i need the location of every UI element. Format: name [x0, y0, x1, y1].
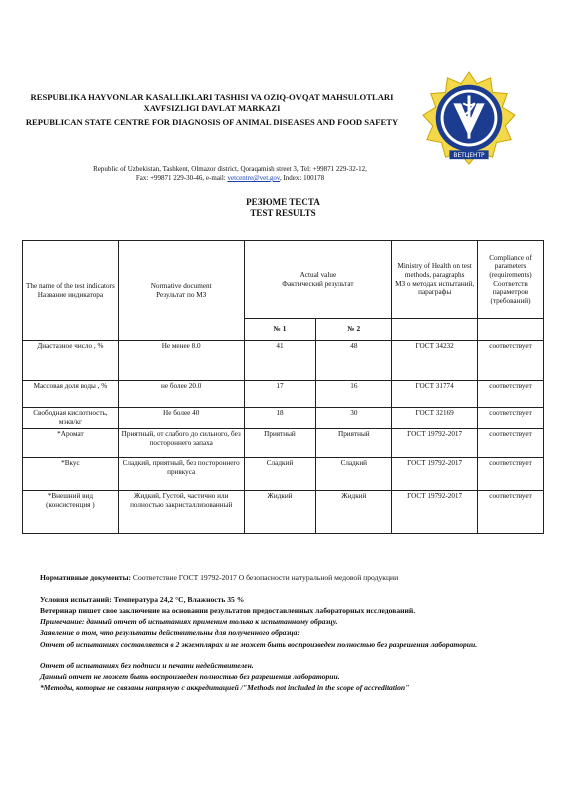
header-ministry: Ministry of Health on test methods, paragraphs МЗ о методах испытаний, параграфы [392, 241, 478, 319]
note-validity: Заявление о том, что результаты действительны для полученного образца: [40, 628, 300, 637]
note-applicability: Примечание: данный отчет об испытаниях применим только к испытанному образцу. [40, 617, 338, 626]
table-row: *Аромат Приятный, от слабого до сильного, без постороннего запаха Приятный Приятный ГОСТ 19792-2017 соответствует [23, 429, 544, 458]
email-link[interactable]: vetcentre@vet.gov [227, 174, 280, 182]
note-signature: Отчет об испытаниях без подписи и печати недействителен. [40, 661, 254, 670]
table-row: Диастазное число , % Не менее 8.0 41 48 ГОСТ 34232 соответствует [23, 341, 544, 381]
header-actual-value: Actual value Фактический результат [244, 241, 392, 319]
title-en: TEST RESULTS [250, 208, 316, 218]
header-indicator: The name of the test indicators Название индикатора [23, 241, 119, 341]
vet-statement: Ветеринар пишет свое заключение на основании результатов предоставленных лабораторных исследований. [40, 606, 416, 615]
org-name-en: REPUBLICAN STATE CENTRE FOR DIAGNOSIS OF ANIMAL DISEASES AND FOOD SAFETY [25, 117, 399, 127]
organization-logo [420, 70, 518, 168]
address-line-2 [30, 174, 430, 183]
table-row: *Внешний вид (консистенция ) Жидкий, Густой, частично или полностью закристаллизованный Жидкий Жидкий ГОСТ 19792-2017 соответствует [23, 491, 544, 534]
note-accreditation: *Методы, которые не связаны напрямую с аккредитацией /"Methods not included in the scope of accreditation" [40, 683, 410, 692]
header-compliance: Compliance of parameters (requirements) Соответств параметров (требований) [478, 241, 544, 319]
header-empty-cell [478, 319, 544, 341]
org-name-uz: RESPUBLIKA HAYVONLAR KASALLIKLARI TASHISI VA OZIQ-OVQAT MAHSULOTLARI XAVFSIZLIGI DAVLAT MARKAZI [30, 92, 394, 113]
note-reproduction: Данный отчет не может быть воспроизведен полностью без разрешения лаборатории. [40, 672, 340, 681]
address-line-1: Republic of Uzbekistan, Tashkent, Olmazor district, Qoraqamish street 3, Tel: +99871 229-32-12, [93, 165, 367, 173]
header-sample-2: № 2 [316, 319, 392, 341]
logo-text: ВЕТЦЕНТР [453, 153, 485, 160]
normative-documents [40, 573, 540, 583]
header-empty-cell [392, 319, 478, 341]
normative-text: Соответствие ГОСТ 19792-2017 О безопасности натуральной медовой продукции [131, 573, 399, 582]
fax-text: Fax: +99871 229-30-46, e-mail: [135, 174, 226, 182]
index-text: , Index: 100178 [279, 174, 325, 182]
test-conditions: Условия испытаний: Температура 24,2 °С, Влажность 35 % [40, 595, 245, 604]
header-normative: Normative document Результат по МЗ [118, 241, 244, 341]
table-row: *Вкус Сладкий, приятный, без постороннего привкуса Сладкий Сладкий ГОСТ 19792-2017 соответствует [23, 458, 544, 491]
table-row: Свободная кислотность, мэкв/кг Не более 40 18 30 ГОСТ 32169 соответствует [23, 408, 544, 429]
header-sample-1: № 1 [244, 319, 316, 341]
note-copies: Отчет об испытаниях составляется в 2 экземплярах и не может быть воспроизведен полностью без разрешения лаборатории. [40, 640, 478, 649]
title-ru: РЕЗЮМЕ ТЕСТА [246, 197, 320, 207]
table-row: Массовая доля воды , % не более 20.0 17 16 ГОСТ 31774 соответствует [23, 381, 544, 408]
results-table [22, 240, 544, 534]
normative-label: Нормативные документы: [40, 573, 132, 582]
